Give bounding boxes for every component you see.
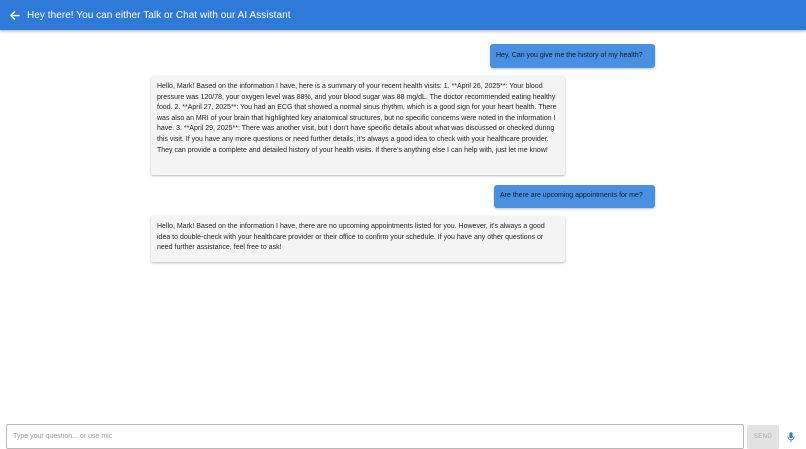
chat-thread — [0, 30, 806, 420]
message-text: Are there are upcoming appointments for me? — [500, 192, 643, 200]
mic-button[interactable] — [783, 428, 799, 446]
microphone-icon — [787, 432, 795, 443]
page-title: Hey there! You can either Talk or Chat with our AI Assistant — [27, 9, 291, 21]
user-message — [494, 185, 655, 208]
message-text: Hey, Can you give me the history of my health? — [496, 51, 643, 59]
user-message — [490, 44, 655, 68]
send-button[interactable]: SEND — [747, 425, 779, 449]
back-button[interactable] — [1, 0, 27, 30]
assistant-message — [151, 76, 565, 175]
arrow-left-icon — [9, 10, 20, 21]
message-input[interactable] — [6, 424, 744, 449]
message-composer — [0, 420, 806, 449]
message-text: Hello, Mark! Based on the information I have, here is a summary of your recent health visits: 1. **April 26, 2025**: Your blood pressure was 120/78, your oxygen level was 88%, and your blood sugar was 88 mg/dL. The doctor recommended eating healthy food. 2. **April 27, 2025**: You had an ECG that showed a normal sinus rhythm, which is a good sign for your heart health. There was also an MRI of your brain that highlighted key anatomical structures, but no specific concerns were noted in the information I have. 3. **April 29, 2025**: There was another visit, but I don't have specific details about what was discussed or checked during this visit. If you have any more questions or need further details, it's always a good idea to check with your healthcare provider. They can provide a complete and detailed history of your health visits. If there's anything else I can help with, just let me know! — [157, 83, 557, 154]
assistant-message — [151, 216, 565, 262]
message-text: Hello, Mark! Based on the information I have, there are no upcoming appointments listed for you. However, it's always a good idea to double-check with your healthcare provider or their office to confirm your schedule. If you have any other questions or need further assistance, feel free to ask! — [157, 223, 545, 252]
app-header — [0, 0, 806, 30]
